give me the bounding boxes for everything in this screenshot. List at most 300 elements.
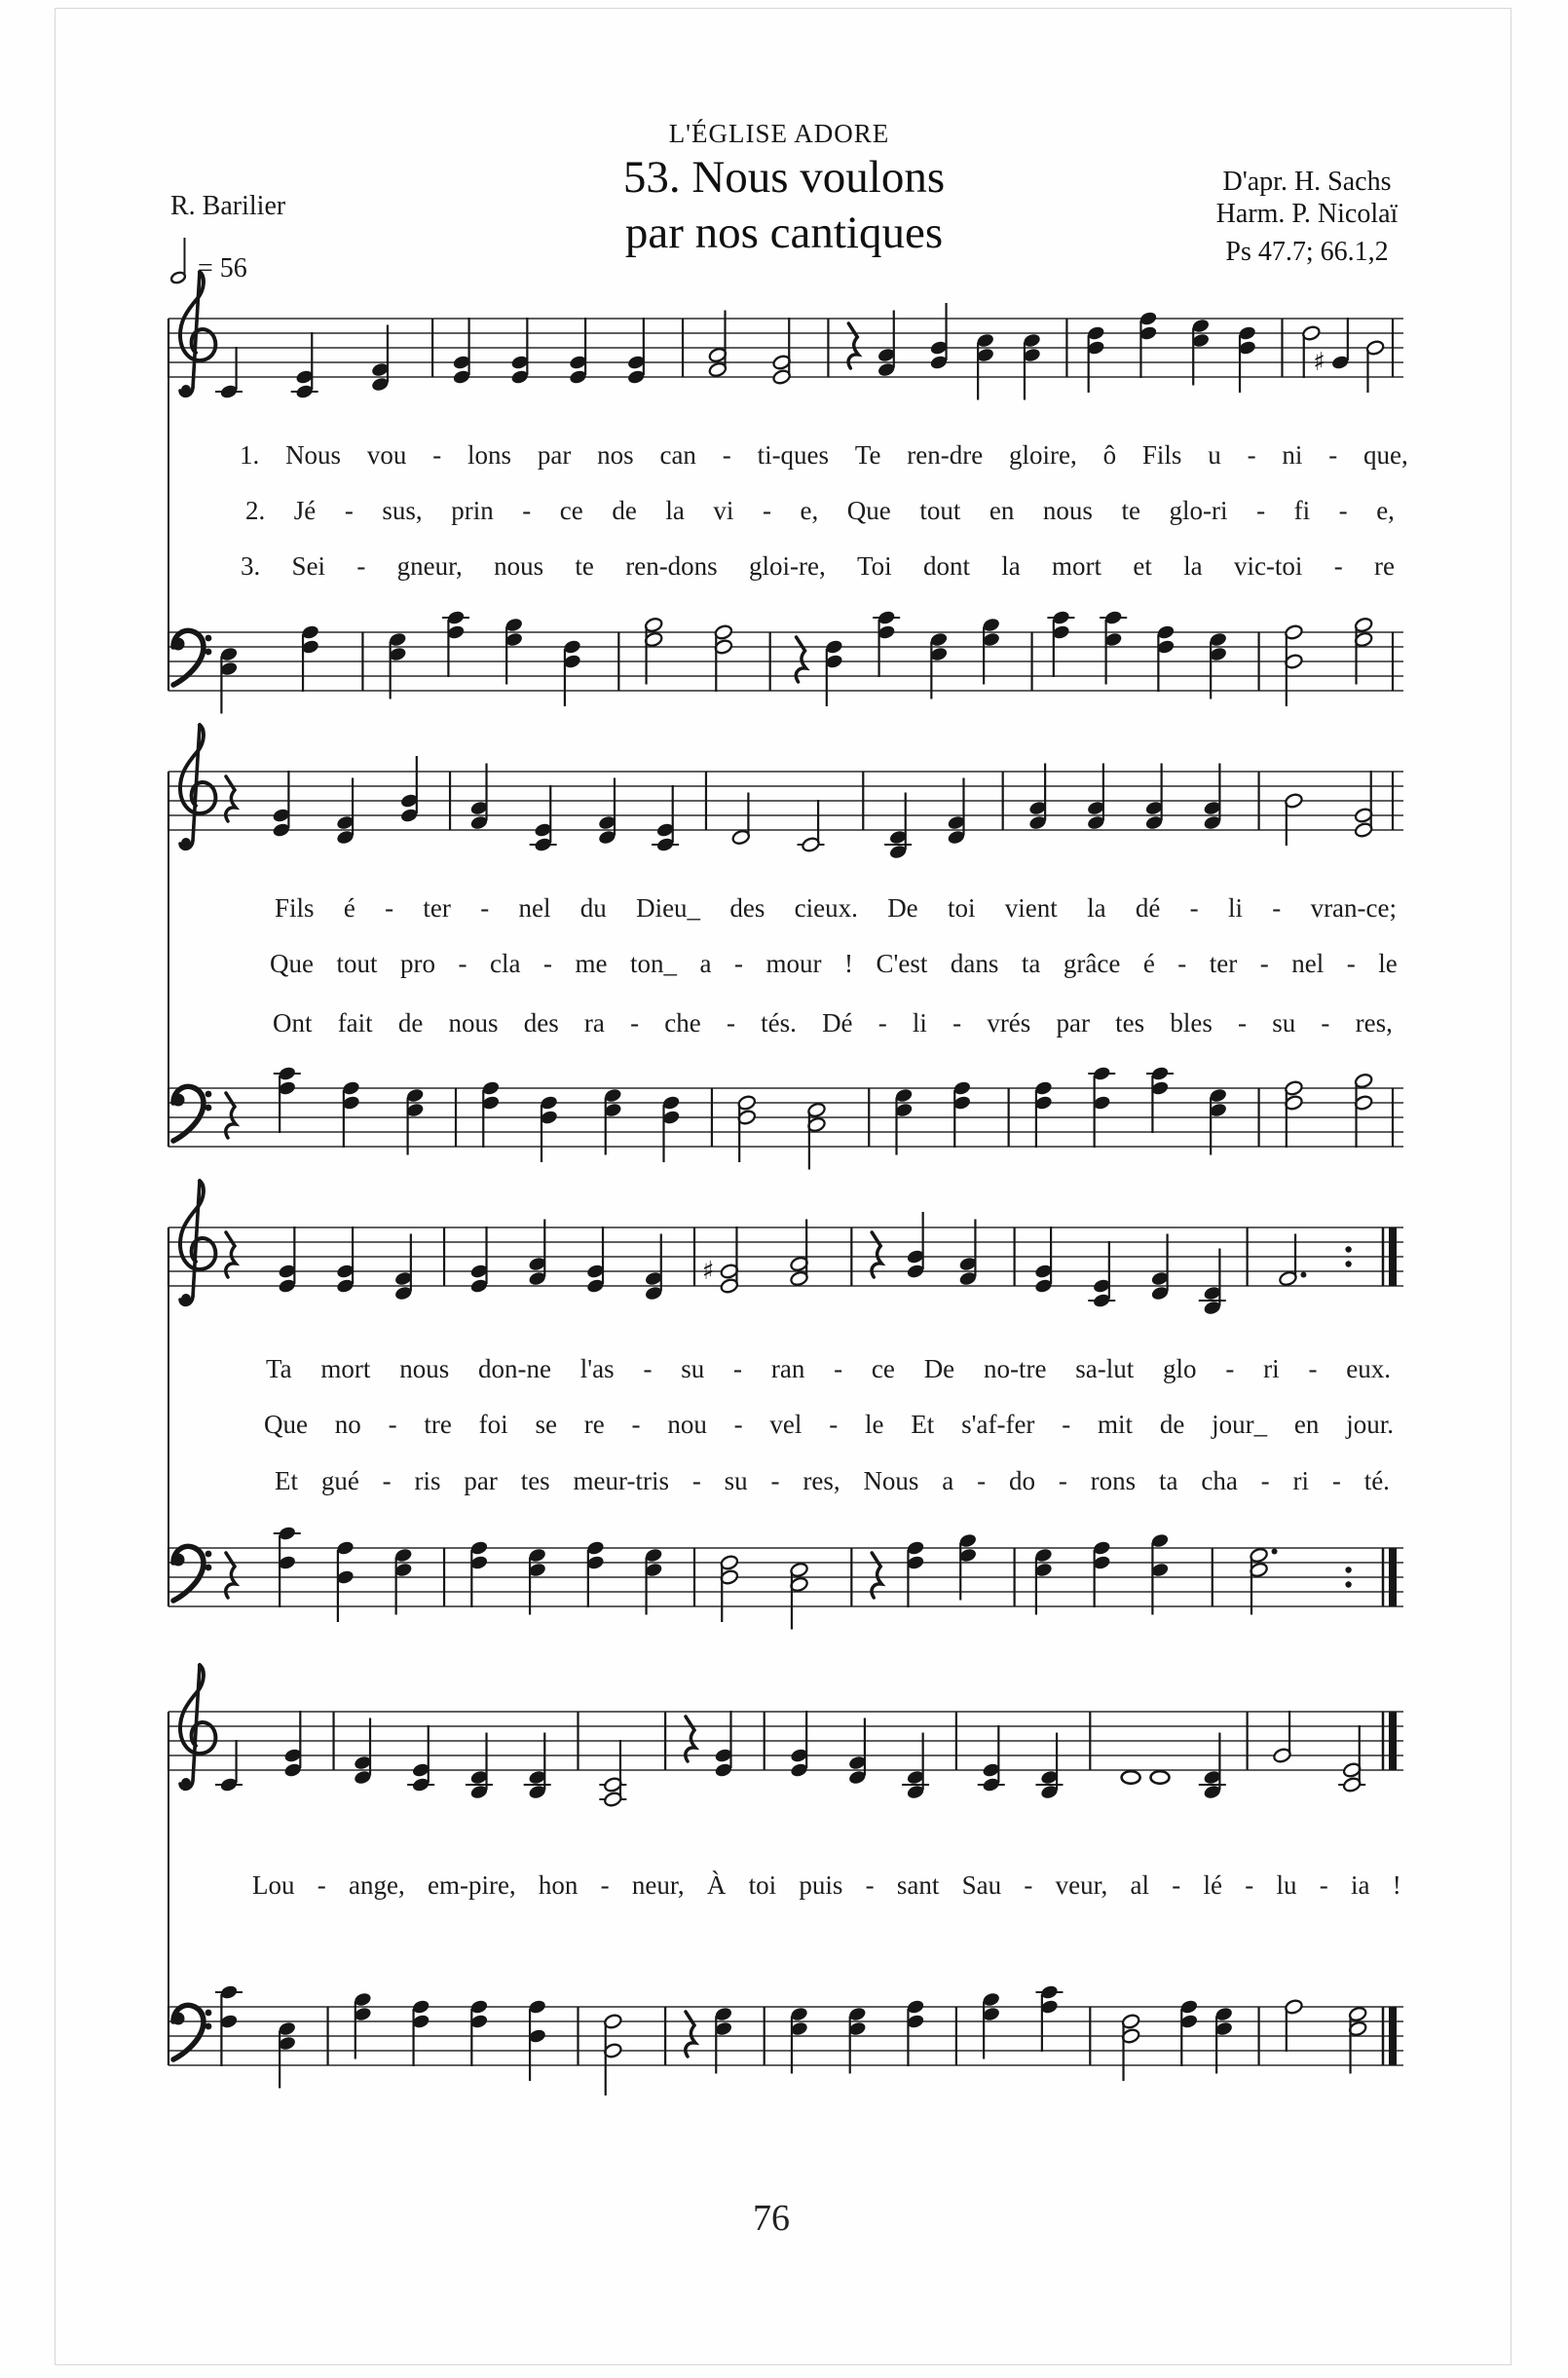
- lyric-syllable: grâce: [1063, 949, 1121, 978]
- lyric-syllable: e,: [800, 496, 819, 525]
- quarter-note: [393, 1547, 413, 1615]
- lyric-syllable: -: [1333, 551, 1343, 581]
- lyric-syllable: et: [1133, 551, 1152, 581]
- lyric-syllable: Que: [264, 1410, 308, 1439]
- lyric-syllable: -: [877, 1008, 887, 1038]
- lyric-syllable: Que: [270, 949, 314, 978]
- lyric-syllable: Que: [846, 496, 891, 525]
- quarter-note: [452, 318, 471, 386]
- quarter-note: [215, 1983, 243, 2066]
- lyric-syllable: !: [843, 949, 853, 978]
- quarter-note: [1156, 623, 1176, 692]
- lyric-syllable: em-pire,: [427, 1870, 516, 1900]
- lyric-syllable: rons: [1090, 1466, 1137, 1495]
- lyric-syllable: s'af-fer: [961, 1410, 1035, 1439]
- lyric-syllable: nel: [518, 893, 551, 923]
- lyric-syllable: -: [1346, 949, 1356, 978]
- half-note: [1284, 792, 1303, 846]
- lyric-syllable: Jé: [293, 496, 317, 525]
- quarter-note: [714, 1711, 733, 1779]
- lyric-syllable: Toi: [857, 551, 892, 581]
- lyric-syllable: la: [665, 496, 685, 525]
- lyric-syllable: foi: [478, 1410, 508, 1439]
- quarter-note: [902, 1733, 929, 1801]
- lyric-syllable: -: [1238, 1008, 1248, 1038]
- lyric-syllable: ri: [1292, 1466, 1309, 1495]
- lyric-syllable: -: [1328, 440, 1338, 470]
- lyric-syllable: la: [1087, 893, 1106, 923]
- lyric-syllable: de: [397, 1008, 424, 1038]
- quarter-note: [982, 1991, 1001, 2059]
- half-note: [644, 617, 663, 685]
- quarter-note: [1088, 1065, 1115, 1148]
- lyric-syllable: -: [865, 1870, 875, 1900]
- lyric-syllable: mit: [1098, 1410, 1134, 1439]
- treble-staff-4: [156, 1658, 1412, 1843]
- quarter-note: [1047, 609, 1074, 677]
- quarter-note: [978, 1725, 1005, 1793]
- quarter-note: [278, 2020, 297, 2089]
- quarter-note: [661, 1094, 681, 1162]
- lyric-syllable: -: [762, 496, 771, 525]
- lyric-syllable: li: [1227, 893, 1243, 923]
- lyric-syllable: u: [1208, 440, 1221, 470]
- lyric-syllable: sus,: [382, 496, 423, 525]
- lyric-syllable: gneur,: [396, 551, 463, 581]
- lyric-syllable: hon: [538, 1870, 579, 1900]
- half-note: [599, 1740, 626, 1808]
- lyric-syllable: -: [388, 1410, 397, 1439]
- tempo-value: = 56: [198, 253, 247, 283]
- lyric-syllable: -: [1189, 893, 1199, 923]
- lyric-syllable: can: [659, 440, 696, 470]
- lyric-syllable: Ta: [266, 1354, 292, 1383]
- lyric-syllable: cieux.: [794, 893, 858, 923]
- lyric-syllable: Nous: [285, 440, 342, 470]
- quarter-rest-icon: [872, 1232, 881, 1277]
- lyric-syllable: Sau: [961, 1870, 1002, 1900]
- lyric-syllable: Sei: [291, 551, 326, 581]
- half-note: [1354, 771, 1373, 839]
- quarter-note: [540, 1094, 559, 1162]
- lyric-syllable: -: [1321, 1008, 1330, 1038]
- lyric-syllable: ran: [770, 1354, 805, 1383]
- whole-note: [1151, 1771, 1170, 1784]
- final-barline-thick: [1389, 1548, 1397, 1606]
- lyric-syllable: nous: [1042, 496, 1093, 525]
- lyric-syllable: prin: [451, 496, 494, 525]
- lyric-syllable: jour.: [1346, 1410, 1394, 1439]
- lyric-syllable: la: [1183, 551, 1203, 581]
- lyric-syllable: -: [733, 1410, 743, 1439]
- lyric-syllable: bles: [1170, 1008, 1213, 1038]
- quarter-note: [1199, 1733, 1226, 1801]
- lyric-syllable: -: [1259, 949, 1269, 978]
- lyrics-verse2-line3: [264, 1410, 1394, 1440]
- quarter-note: [528, 1998, 547, 2081]
- lyric-syllable: ra: [583, 1008, 605, 1038]
- quarter-note: [824, 638, 843, 706]
- lyric-syllable: par: [1056, 1008, 1090, 1038]
- lyric-syllable: su: [681, 1354, 705, 1383]
- lyric-syllable: -: [1177, 949, 1187, 978]
- quarter-note: [790, 2006, 809, 2074]
- lyric-syllable: -: [1308, 1354, 1318, 1383]
- lyric-syllable: -: [1247, 440, 1256, 470]
- lyric-syllable: À: [706, 1870, 727, 1900]
- quarter-note: [644, 1234, 663, 1302]
- lyric-syllable: Fils: [1141, 440, 1182, 470]
- quarter-rest-icon: [872, 1553, 881, 1598]
- quarter-note: [976, 332, 995, 400]
- half-note: [1365, 339, 1385, 393]
- lyric-syllable: -: [356, 551, 366, 581]
- quarter-note: [336, 1539, 355, 1622]
- lyric-syllable: su: [1272, 1008, 1296, 1038]
- quarter-note: [906, 1539, 925, 1607]
- quarter-note: [301, 623, 320, 692]
- quarter-note: [274, 1065, 301, 1133]
- lyric-syllable: al: [1130, 1870, 1150, 1900]
- half-note: [1284, 623, 1303, 706]
- quarter-note: [405, 1087, 425, 1155]
- lyric-syllable: toi: [748, 1870, 777, 1900]
- quarter-note: [714, 2006, 733, 2074]
- half-note: [807, 1102, 827, 1170]
- lyric-syllable: nel: [1291, 949, 1325, 978]
- lyric-syllable: dé: [1135, 893, 1161, 923]
- lyric-syllable: mour: [765, 949, 822, 978]
- quarter-note: [644, 1547, 663, 1615]
- quarter-rest-icon: [848, 323, 858, 368]
- lyric-syllable: -: [722, 440, 731, 470]
- half-note: [1338, 1725, 1365, 1793]
- lyric-syllable: ti-ques: [757, 440, 830, 470]
- quarter-note: [894, 1087, 914, 1155]
- sharp-icon: ♯: [701, 1257, 715, 1286]
- quarter-rest-icon: [226, 1232, 236, 1277]
- lyric-syllable: -: [600, 1870, 610, 1900]
- repeat-dot: [1345, 1246, 1351, 1252]
- credit-harmony: Harm. P. Nicolaï: [1215, 199, 1399, 229]
- quarter-note: [469, 1539, 489, 1607]
- half-note: [1348, 2006, 1367, 2074]
- lyric-syllable: pro: [400, 949, 435, 978]
- lyric-syllable: -: [1024, 1870, 1033, 1900]
- half-note: [1250, 1547, 1278, 1615]
- lyric-syllable: 1.: [240, 440, 260, 470]
- lyric-syllable: tout: [336, 949, 378, 978]
- quarter-note: [1146, 1065, 1174, 1133]
- lyric-syllable: nous: [448, 1008, 499, 1038]
- lyric-syllable: -: [1319, 1870, 1328, 1900]
- lyric-syllable: ange,: [349, 1870, 405, 1900]
- half-note: [1121, 2013, 1140, 2081]
- quarter-rest-icon: [226, 1553, 236, 1598]
- lyric-syllable: té.: [1363, 1466, 1390, 1495]
- quarter-note: [336, 1227, 355, 1295]
- lyric-syllable: ni: [1282, 440, 1303, 470]
- lyric-syllable: no-tre: [983, 1354, 1047, 1383]
- lyric-syllable: -: [522, 496, 532, 525]
- lyric-syllable: é: [343, 893, 355, 923]
- half-note: [714, 623, 733, 692]
- sharp-icon: ♯: [1313, 348, 1325, 377]
- lyrics-verse2-line1: [245, 496, 1395, 526]
- quarter-note: [1034, 1547, 1054, 1615]
- lyric-syllable: -: [977, 1466, 987, 1495]
- lyric-syllable: -: [770, 1466, 780, 1495]
- treble-staff-2: [156, 718, 1412, 903]
- lyric-syllable: -: [317, 1870, 326, 1900]
- lyric-syllable: Nous: [863, 1466, 919, 1495]
- quarter-note: [399, 756, 419, 824]
- quarter-note: [407, 1725, 434, 1793]
- lyric-syllable: -: [631, 1410, 641, 1439]
- final-barline-thick: [1389, 1712, 1397, 1770]
- quarter-note: [1209, 631, 1228, 699]
- quarter-note: [1191, 318, 1211, 386]
- lyrics-verse3-line3: [275, 1466, 1390, 1496]
- lyric-syllable: jour_: [1212, 1410, 1268, 1439]
- lyric-syllable: vient: [1004, 893, 1058, 923]
- quarter-note: [958, 1220, 978, 1288]
- half-note: [1354, 617, 1373, 685]
- lyric-syllable: nous: [494, 551, 544, 581]
- lyric-syllable: -: [1062, 1410, 1071, 1439]
- lyric-syllable: vic-toi: [1233, 551, 1303, 581]
- quarter-rest-icon: [686, 1717, 695, 1761]
- lyric-syllable: vou: [366, 440, 407, 470]
- quarter-note: [274, 1525, 301, 1607]
- lyric-syllable: ri: [1263, 1354, 1280, 1383]
- lyric-syllable: do: [1008, 1466, 1035, 1495]
- quarter-note: [569, 318, 588, 386]
- quarter-note: [283, 1711, 303, 1779]
- lyric-syllable: nou: [667, 1410, 707, 1439]
- whole-note: [1122, 1771, 1140, 1784]
- lyric-syllable: par: [537, 440, 572, 470]
- quarter-note: [1150, 1234, 1170, 1302]
- lyric-syllable: meur-tris: [573, 1466, 669, 1495]
- credits-block: [1146, 166, 1468, 268]
- quarter-note: [585, 1227, 605, 1295]
- quarter-note: [603, 1087, 622, 1155]
- lyrics-verse3-line1: [241, 551, 1395, 582]
- lyric-syllable: eux.: [1346, 1354, 1391, 1383]
- quarter-rest-icon: [686, 2012, 695, 2057]
- lyric-syllable: -: [385, 893, 394, 923]
- lyric-syllable: re: [583, 1410, 605, 1439]
- lyric-syllable: 2.: [245, 496, 266, 525]
- quarter-note: [469, 1227, 489, 1295]
- quarter-note: [528, 1547, 547, 1615]
- lyric-syllable: -: [630, 1008, 640, 1038]
- lyric-syllable: -: [643, 1354, 653, 1383]
- lyric-syllable: mort: [320, 1354, 371, 1383]
- quarter-note: [1086, 764, 1105, 832]
- lyric-syllable: tes: [1115, 1008, 1145, 1038]
- half-note: [790, 1220, 809, 1288]
- quarter-note: [272, 771, 291, 839]
- hymn-title: [443, 150, 1125, 261]
- lyric-syllable: glo-ri: [1169, 496, 1228, 525]
- quarter-note: [336, 778, 355, 847]
- lyric-syllable: ter: [1209, 949, 1238, 978]
- quarter-note: [504, 617, 524, 685]
- quarter-note: [353, 1718, 372, 1787]
- half-note: [708, 311, 728, 379]
- quarter-note: [982, 617, 1001, 685]
- lyric-syllable: -: [542, 949, 552, 978]
- lyric-syllable: li: [912, 1008, 927, 1038]
- quarter-note: [1028, 764, 1048, 832]
- quarter-note: [1035, 1733, 1063, 1801]
- quarter-rest-icon: [226, 1093, 236, 1138]
- quarter-note: [469, 1998, 489, 2066]
- lyric-syllable: ce: [871, 1354, 895, 1383]
- quarter-note: [411, 1998, 430, 2066]
- repeat-dot: [1345, 1566, 1351, 1572]
- quarter-note: [1150, 1532, 1170, 1615]
- lyric-syllable: -: [1272, 893, 1282, 923]
- lyric-syllable: dans: [950, 949, 999, 978]
- lyric-syllable: vi: [713, 496, 734, 525]
- quarter-note: [958, 1532, 978, 1601]
- lyric-syllable: 3.: [241, 551, 261, 581]
- lyric-syllable: che: [664, 1008, 701, 1038]
- lyric-syllable: De: [887, 893, 918, 923]
- lyric-syllable: vran-ce;: [1310, 893, 1397, 923]
- quarter-note: [929, 303, 949, 371]
- quarter-note: [1179, 1998, 1199, 2066]
- lyric-syllable: sa-lut: [1075, 1354, 1135, 1383]
- lyric-syllable: re: [1374, 551, 1395, 581]
- half-note: [1273, 1711, 1292, 1764]
- credit-psalm: Ps 47.7; 66.1,2: [1225, 237, 1389, 267]
- lyric-syllable: -: [1331, 1466, 1341, 1495]
- quarter-note: [291, 332, 318, 400]
- section-heading: L'ÉGLISE ADORE: [668, 119, 890, 148]
- lyrics-verse1-line1: [240, 440, 1408, 471]
- half-note: [790, 1562, 809, 1630]
- hymn-title-line2: par nos cantiques: [624, 208, 944, 258]
- quarter-note: [884, 793, 912, 861]
- lyric-syllable: De: [923, 1354, 955, 1383]
- lyrics-verse1-line3: [266, 1354, 1391, 1384]
- lyric-syllable: me: [575, 949, 608, 978]
- lyric-syllable: du: [579, 893, 607, 923]
- lyric-syllable: gloi-re,: [749, 551, 826, 581]
- lyric-syllable: -: [1172, 1870, 1181, 1900]
- lyric-syllable: gué: [320, 1466, 359, 1495]
- quarter-rest-icon: [796, 637, 805, 682]
- lyric-syllable: ia: [1351, 1870, 1370, 1900]
- lyric-syllable: Et: [911, 1410, 935, 1439]
- lyric-syllable: a: [699, 949, 712, 978]
- quarter-note: [353, 1991, 372, 2059]
- lyric-syllable: Et: [275, 1466, 298, 1495]
- lyric-syllable: C'est: [876, 949, 928, 978]
- lyric-syllable: mort: [1052, 551, 1102, 581]
- lyric-syllable: puis: [799, 1870, 843, 1900]
- half-note: [1284, 1079, 1303, 1148]
- lyric-syllable: ren-dons: [625, 551, 718, 581]
- quarter-note: [1023, 332, 1042, 400]
- lyric-syllable: ta: [1021, 949, 1041, 978]
- lyric-syllable: -: [480, 893, 490, 923]
- lyric-syllable: te: [1121, 496, 1140, 525]
- lyrics-refrain-line: [252, 1870, 1401, 1901]
- lyric-syllable: Te: [854, 440, 881, 470]
- quarter-note: [370, 325, 390, 394]
- lyric-syllable: l'as: [579, 1354, 615, 1383]
- lyric-syllable: -: [1245, 1870, 1254, 1900]
- lyric-syllable: cha: [1201, 1466, 1238, 1495]
- final-barline-thick: [1389, 1227, 1397, 1286]
- quarter-note: [215, 1740, 243, 1793]
- lyric-syllable: Fils: [275, 893, 315, 923]
- lyric-syllable: su: [724, 1466, 748, 1495]
- lyric-syllable: lons: [467, 440, 512, 470]
- lyric-syllable: se: [535, 1410, 557, 1439]
- lyric-syllable: fait: [337, 1008, 373, 1038]
- lyrics-verse1-line2: [275, 893, 1397, 924]
- lyric-syllable: -: [829, 1410, 839, 1439]
- half-note: [798, 800, 825, 853]
- quarter-note: [1214, 2006, 1234, 2074]
- quarter-note: [481, 1079, 501, 1148]
- lyric-syllable: don-ne: [478, 1354, 551, 1383]
- treble-staff-1: [156, 265, 1412, 450]
- lyric-syllable: -: [1260, 1466, 1270, 1495]
- lyric-syllable: tre: [424, 1410, 452, 1439]
- half-note: [737, 1094, 757, 1162]
- lyric-syllable: Lou: [252, 1870, 295, 1900]
- quarter-note: [597, 778, 616, 847]
- quarter-note: [1139, 310, 1158, 378]
- lyric-syllable: dont: [922, 551, 970, 581]
- lyric-syllable: la: [1001, 551, 1021, 581]
- lyric-syllable: tés.: [761, 1008, 797, 1038]
- lyric-syllable: de: [1159, 1410, 1185, 1439]
- quarter-note: [877, 311, 896, 379]
- lyric-syllable: lu: [1276, 1870, 1297, 1900]
- lyric-syllable: -: [726, 1008, 735, 1038]
- repeat-dot: [1345, 1261, 1351, 1266]
- quarter-note: [847, 2006, 867, 2074]
- quarter-rest-icon: [226, 776, 236, 821]
- quarter-note: [278, 1227, 297, 1295]
- lyric-syllable: par: [464, 1466, 498, 1495]
- lyric-syllable: lé: [1203, 1870, 1223, 1900]
- lyric-syllable: nos: [597, 440, 634, 470]
- lyric-syllable: sant: [896, 1870, 940, 1900]
- lyric-syllable: res,: [803, 1466, 840, 1495]
- quarter-note: [585, 1539, 605, 1607]
- lyric-syllable: des: [523, 1008, 559, 1038]
- quarter-note: [1238, 324, 1257, 393]
- lyric-syllable: ton_: [629, 949, 677, 978]
- lyric-syllable: -: [1338, 496, 1348, 525]
- composer-credit: R. Barilier: [170, 191, 286, 221]
- lyric-syllable: e,: [1376, 496, 1395, 525]
- lyric-syllable: fi: [1293, 496, 1311, 525]
- lyric-syllable: tes: [520, 1466, 550, 1495]
- lyric-syllable: -: [1058, 1466, 1067, 1495]
- lyric-syllable: glo: [1163, 1354, 1197, 1383]
- lyric-syllable: -: [344, 496, 354, 525]
